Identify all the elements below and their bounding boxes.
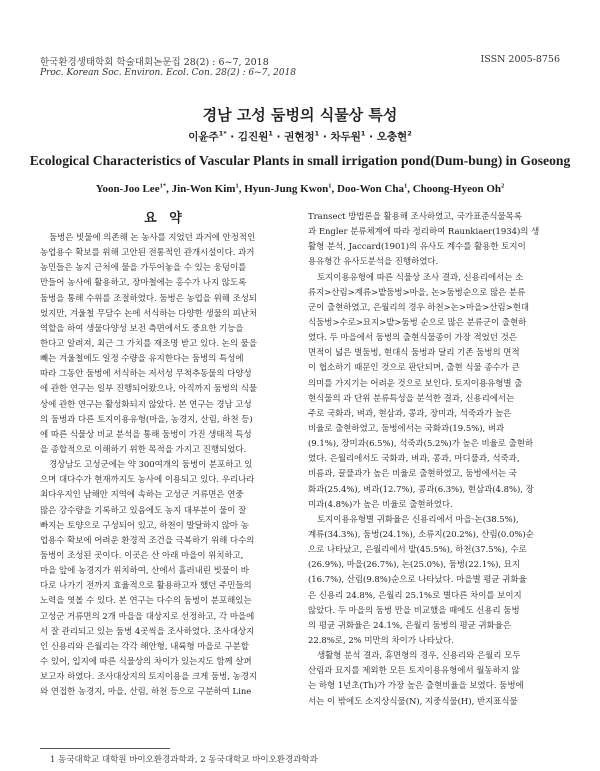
author-separator: · — [226, 131, 238, 143]
text-line: 수 있어, 입지에 따른 식물상의 차이가 있는지도 함께 살펴 — [40, 655, 252, 666]
text-line: 과 Engler 분류체계에 따라 정리하여 Raunkiaer(1934)의 생 — [308, 226, 540, 237]
text-line: 생활형 분석 결과, 휴면형의 경우, 신용리와 은월리 모두 — [317, 650, 521, 661]
author-separator: , — [238, 183, 245, 195]
title-korean: 경남 고성 둠벙의 식물상 특성 — [202, 106, 398, 124]
text-line: 만들어 농사에 활용하고, 장마철에는 홍수가 나지 않도록 — [40, 277, 247, 288]
issn-number: ISSN 2005-8756 — [480, 54, 560, 65]
text-line: 을 종합적으로 이해하기 위한 목적을 가지고 진행되었다. — [40, 443, 247, 454]
text-line: 미과(4.8%)가 높은 비율로 출현하였다. — [308, 498, 453, 509]
author-affiliation-marker: 1 — [403, 182, 408, 190]
text-line: 둠벙은 빗물에 의존해 논 농사를 지었던 과거에 안정적인 — [49, 232, 256, 242]
text-line: (26.9%), 마을(26.7%), 논(25.0%), 둠벙(22.1%), 묘지 — [308, 559, 521, 570]
text-line: 따라 그동안 둠벙에 서식하는 저서성 무척추동물의 다양성 — [40, 368, 252, 379]
text-line: 경상남도 고성군에는 약 300여개의 둠벙이 분포하고 있 — [49, 459, 253, 470]
author-separator: , — [331, 183, 338, 195]
text-line: 는 하형 1년초(Th)가 가장 높은 출현비율을 보였다. 둠벙에 — [308, 680, 524, 691]
author-name: Yoon-Joo Lee — [95, 183, 160, 195]
author-name: 오충현 — [376, 131, 408, 143]
text-line: 용유형간 유사도분석을 진행하였다. — [308, 256, 439, 267]
text-line: 화과(25.4%), 벼과(12.7%), 콩과(6.3%), 현삼과(4.8%), 장 — [308, 483, 534, 494]
text-line: 계류(34.3%), 둠벙(24.1%), 소류지(20.2%), 산림(0.0%)순 — [308, 528, 534, 539]
text-line: 군이 출현하였고, 은월리의 경우 하천>논>마을>산림>현대 — [308, 301, 530, 312]
text-line: 의미를 가지기는 어려운 것으로 보인다. 토지이용유형별 출 — [308, 377, 523, 388]
text-line: 인 신용리와 은월리는 각각 해안형, 내륙형 마을로 구분할 — [40, 640, 249, 651]
text-line: 으로 나타났고, 은월리에서 밭(45.5%), 하천(37.5%), 수로 — [308, 544, 527, 555]
text-line: 산림과 묘지를 제외한 모든 토지이용유형에서 월동하지 않 — [308, 665, 520, 676]
text-line: 활형 분석, Jaccard(1901)의 유사도 계수를 활용한 토지이 — [308, 241, 526, 252]
text-line: 역할을 하여 생물다양성 보전 측면에서도 중요한 기능을 — [40, 322, 244, 333]
authors-english — [0, 183, 600, 195]
author-affiliation-marker: 1 — [360, 129, 366, 138]
text-line: 은 신용리 24.8%, 은월리 25.1%로 별다른 차이를 보이지 — [308, 589, 522, 600]
text-line: 빠지는 토양으로 구성되어 있고, 하천이 발달하지 않아 농 — [40, 519, 249, 530]
footnote-divider — [40, 748, 170, 749]
author-name: 김진원 — [237, 131, 269, 143]
author-affiliation-marker: 1* — [218, 129, 227, 138]
text-line: 상에 관한 연구는 활성화되지 않았다. 본 연구는 경남 고성 — [40, 398, 252, 409]
author-separator: , — [166, 183, 172, 195]
author-affiliation-marker: 2 — [407, 129, 412, 138]
text-line: 식둠벙>수로>묘지>밭>둠벙 순으로 많은 분류군이 출현하 — [308, 316, 527, 327]
author-affiliation-marker: 1 — [328, 182, 332, 190]
author-name: Doo-Won Cha — [337, 183, 404, 195]
text-line: 둠벙을 통해 수위를 조절하였다. 둠벙은 농업을 위해 조성되 — [40, 292, 258, 303]
text-line: (9.1%), 장미과(6.5%), 석죽과(5.2%)가 높은 비율로 출현하 — [308, 438, 534, 449]
journal-header-korean: 한국환경생태학회 학술대회논문집 28(2) : 6~7, 2018 — [40, 57, 269, 68]
author-separator: · — [365, 131, 377, 143]
author-affiliation-marker: 1 — [314, 129, 320, 138]
text-line: 에 관한 연구는 일부 진행되어왔으나, 아직까지 둠벙의 식물 — [40, 383, 258, 394]
text-line: 으며 대다수가 현재까지도 농사에 이용되고 있다. 우리나라 — [40, 474, 255, 485]
text-line: 보고자 하였다. 조사대상지의 토지이용을 크게 둠벙, 농경지 — [40, 671, 258, 682]
author-separator: · — [319, 131, 331, 143]
text-line: 다로 나가기 전까지 효율적으로 활용하고자 했던 주민들의 — [40, 580, 252, 591]
text-line: 많은 강수량을 기록하고 있음에도 농지 대부분이 물이 잘 — [40, 504, 247, 515]
text-line: 토지이용유형별 귀화율은 신용리에서 마을·논(38.5%), — [317, 513, 519, 524]
text-line: 둠벙이 조성된 곳이다. 이곳은 산 아래 마을이 위치하고, — [40, 549, 244, 560]
text-line: 서 잘 관리되고 있는 둠벙 4곳씩을 조사하였다. 조사대상지 — [40, 625, 255, 636]
text-line: 농민들은 농지 근처에 물을 가두어놓을 수 있는 웅덩이를 — [40, 262, 247, 273]
author-separator: , — [407, 183, 413, 195]
journal-header-english: Proc. Korean Soc. Environ. Ecol. Con. 28(2) : 6~7, 2018 — [40, 68, 297, 78]
text-line: 노력을 엿볼 수 있다. 본 연구는 다수의 둠벙이 분포해있는 — [40, 595, 252, 606]
abstract-right-column — [308, 209, 560, 709]
text-line: (16.7%), 산림(9.8%)순으로 나타났다. 마을별 평균 귀화율 — [308, 574, 527, 585]
author-name: 권현정 — [284, 131, 315, 143]
text-line: 었지만, 겨울철 무담수 논에 서식하는 다양한 생물의 피난처 — [40, 307, 258, 318]
text-line: 업용수 확보에 어려운 환경적 조건을 극복하기 위해 다수의 — [40, 534, 255, 545]
text-line: 최다우지인 남해안 지역에 속하는 고성군 거류면은 연중 — [40, 489, 244, 500]
text-line: 주로 국화과, 벼과, 현삼과, 콩과, 장미과, 석죽과가 높은 — [308, 407, 512, 418]
text-line: 였다. 두 마을에서 둠벙의 출현식물종이 가장 적었던 것은 — [308, 332, 517, 343]
text-line: 였다. 은월리에서도 국화과, 벼과, 콩과, 마디풀과, 석죽과, — [308, 453, 520, 464]
author-name: Choong-Hyeon Oh — [412, 183, 502, 195]
text-line: 에 따른 식물상 비교 분석을 통해 둠벙이 가진 생태적 특성 — [40, 428, 252, 439]
text-line: 22.8%로, 2% 미만의 차이가 나타났다. — [308, 634, 454, 645]
author-separator: · — [272, 131, 285, 143]
author-name: 이윤주 — [188, 131, 219, 143]
text-line: 서는 이 밖에도 소지상식물(N), 지중식물(H), 반지표식물 — [308, 695, 518, 706]
author-affiliation-marker: 1 — [235, 182, 239, 190]
text-line: 한다고 알려져, 최근 그 가치를 재조명 받고 있다. 논의 물을 — [40, 337, 257, 348]
author-name: Hyun-Jung Kwon — [244, 183, 329, 195]
text-line: 이 협소하기 때문인 것으로 판단되며, 출현 식물 종수가 큰 — [308, 362, 520, 373]
text-line: 토지이용유형에 따른 식물상 조사 결과, 신용리에서는 소 — [317, 271, 524, 282]
text-line: 마을 앞에 농경지가 위치하여, 산에서 흘러내린 빗물이 바 — [40, 565, 249, 576]
text-line: 의 평균 귀화율은 24.1%, 은월리 둠벙의 평균 귀화율은 — [308, 619, 512, 630]
author-affiliation-marker: 1* — [159, 182, 167, 190]
abstract-heading: 요 약 — [144, 211, 186, 226]
text-line: 와 연접한 농경지, 마을, 산림, 하천 등으로 구분하여 Line — [40, 686, 252, 697]
text-line: 면적이 넓은 벌둠벙, 현대식 둠벙과 달리 기존 둠벙의 면적 — [308, 347, 520, 358]
text-line: 현식물의 과 단위 분류특성을 분석한 결과, 신용리에서는 — [308, 392, 515, 403]
author-affiliation-marker: 1 — [268, 129, 273, 138]
author-name: Jin-Won Kim — [171, 183, 236, 195]
author-name: 차두원 — [330, 131, 361, 143]
text-line: Transect 방법론을 활용해 조사하였고, 국가표준식물목록 — [308, 211, 522, 221]
text-line: 의 둠벙과 다른 토지이용유형(마을, 농경지, 산림, 하천 등) — [40, 413, 253, 424]
text-line: 고성군 거류면의 2개 마을을 대상지로 선정하고, 각 마을에 — [40, 610, 255, 621]
author-affiliation-marker: 2 — [501, 182, 505, 190]
text-line: 않았다. 두 마을의 둠벙 만을 비교했을 때에도 신용리 둠벙 — [308, 604, 520, 615]
title-english: Ecological Characteristics of Vascular Plants in small irrigation pond(Dum-bung) in Goseong — [29, 153, 571, 168]
authors-korean — [0, 129, 600, 144]
abstract-left-column — [40, 230, 290, 699]
text-line: 비름과, 꿀풀과가 높은 비율로 출현하였고, 둠벙에서는 국 — [308, 468, 517, 479]
text-line: 농업용수 확보를 위해 고안된 전통적인 관개시설이다. 과거 — [40, 247, 255, 258]
text-line: 류지>산림>계류>밭둠벙>마을, 논>둠벙순으로 많은 분류 — [308, 286, 526, 297]
text-line: 비율로 출현하였고, 둠벙에서는 국화과(19.5%), 벼과 — [308, 422, 505, 433]
affiliation-footnote: 1 동국대학교 대학원 바이오환경과학과, 2 동국대학교 바이오환경과학과 — [50, 755, 318, 765]
text-line: 빼는 겨울철에도 일정 수량을 유지한다는 둠벙의 특성에 — [40, 353, 244, 364]
